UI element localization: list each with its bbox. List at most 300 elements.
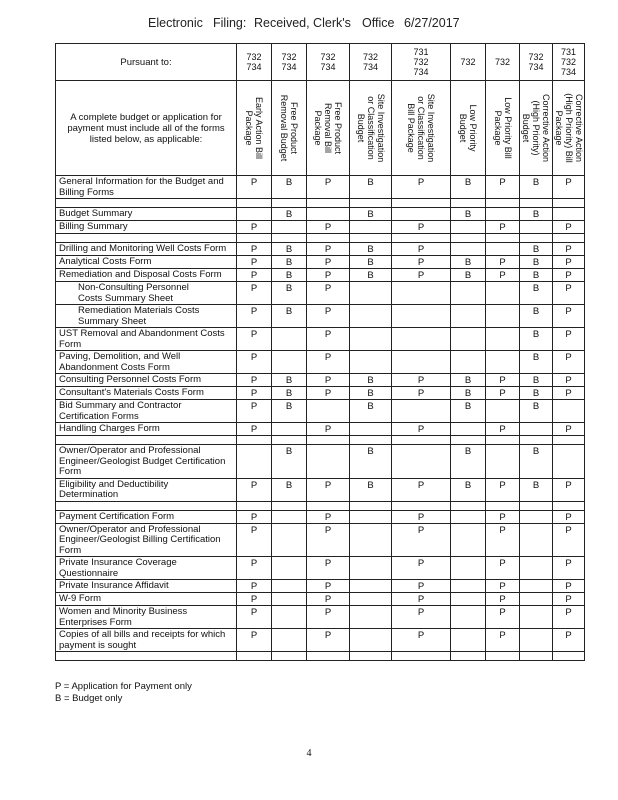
requirement-mark (272, 523, 307, 557)
spacer-cell (553, 652, 585, 661)
intro-text: A complete budget or application for payment must include all of the forms listed below, as applicable: (56, 81, 237, 176)
form-name-line: Questionnaire (59, 567, 119, 579)
requirement-mark (486, 351, 520, 374)
requirement-mark (451, 523, 486, 557)
requirement-mark: B (272, 400, 307, 423)
requirement-mark: P (486, 629, 520, 652)
requirement-mark: B (451, 387, 486, 400)
column-header-text (406, 84, 436, 172)
form-name-cell (56, 208, 237, 221)
statute-number: 734 (528, 62, 544, 72)
requirement-mark: B (272, 305, 307, 328)
requirement-mark (451, 423, 486, 436)
requirement-mark (520, 523, 553, 557)
statute-number: 732 (528, 52, 544, 62)
requirement-mark (392, 282, 451, 305)
requirement-mark: P (237, 256, 272, 269)
requirement-mark: P (553, 269, 585, 282)
requirement-mark: B (272, 176, 307, 199)
table-row (56, 523, 585, 557)
requirement-mark: P (486, 593, 520, 606)
form-name-cell (56, 328, 237, 351)
column-header (307, 81, 350, 176)
requirement-mark: P (237, 423, 272, 436)
column-header-line: Site Investigation (375, 93, 386, 163)
statute-number: 732 (246, 52, 262, 62)
requirement-mark (272, 593, 307, 606)
form-name-line: Form (59, 544, 82, 556)
requirement-mark: P (237, 557, 272, 580)
requirement-mark (350, 629, 392, 652)
form-name-line: Budget Summary (59, 208, 133, 219)
column-header-line: Package (244, 110, 254, 146)
spacer-cell (392, 234, 451, 243)
requirement-mark (451, 351, 486, 374)
stamp-date: 6/27/2017 (404, 16, 460, 30)
requirement-mark: P (486, 478, 520, 501)
requirement-mark (553, 445, 585, 479)
statute-number: 731 (560, 47, 577, 57)
spacer-cell (553, 199, 585, 208)
page-number: 4 (306, 748, 312, 759)
requirement-mark: P (237, 593, 272, 606)
spacer-row (56, 234, 585, 243)
requirement-mark: B (520, 305, 553, 328)
requirement-mark (350, 221, 392, 234)
statute-number: 734 (413, 67, 429, 77)
requirement-mark: P (486, 423, 520, 436)
form-name-cell (56, 445, 237, 479)
table-row (56, 400, 585, 423)
requirement-mark (520, 510, 553, 523)
requirement-mark (350, 606, 392, 629)
column-header-line: Free Product (289, 101, 299, 155)
column-header (520, 81, 553, 176)
form-name-cell (56, 221, 237, 234)
column-header-line: Bill Package (406, 103, 416, 153)
requirement-mark: P (553, 510, 585, 523)
table-row (56, 510, 585, 523)
statute-number: 732 (362, 52, 379, 62)
requirement-mark: B (272, 269, 307, 282)
spacer-cell (520, 501, 553, 510)
column-header-line: Package (492, 110, 503, 146)
requirement-mark (350, 328, 392, 351)
table-row (56, 593, 585, 606)
table-row (56, 256, 585, 269)
requirement-mark: P (553, 557, 585, 580)
requirement-mark (272, 510, 307, 523)
spacer-cell (272, 234, 307, 243)
form-name-line: Payment Certification Form (59, 510, 175, 522)
legend (55, 681, 192, 704)
statute-number: 732 (413, 57, 429, 67)
form-name-cell (56, 351, 237, 374)
requirement-mark (486, 328, 520, 351)
spacer-cell (307, 199, 350, 208)
table-row (56, 374, 585, 387)
requirement-mark: P (553, 351, 585, 374)
column-header-line: Removal Budget (279, 94, 289, 162)
form-name-line: Billing Forms (59, 186, 114, 198)
spacer-cell (553, 501, 585, 510)
requirement-mark: P (486, 256, 520, 269)
requirement-mark (451, 305, 486, 328)
requirement-mark (350, 523, 392, 557)
requirement-mark (553, 400, 585, 423)
form-name-line: Eligibility and Deductibility (59, 478, 169, 490)
form-name-line: Copies of all bills and receipts for which (59, 629, 226, 640)
requirement-mark: P (307, 387, 350, 400)
table-row (56, 221, 585, 234)
stamp-filing: Filing: (213, 16, 247, 30)
spacer-cell (392, 652, 451, 661)
spacer-cell (237, 199, 272, 208)
requirement-mark: B (272, 256, 307, 269)
requirement-mark: P (486, 580, 520, 593)
requirement-mark (350, 423, 392, 436)
requirement-mark: P (553, 423, 585, 436)
statute-number: 734 (246, 62, 262, 72)
requirement-mark (486, 243, 520, 256)
requirement-mark: P (553, 593, 585, 606)
requirement-mark: P (392, 478, 451, 501)
requirement-mark (520, 593, 553, 606)
requirement-mark: B (350, 400, 392, 423)
requirement-mark (272, 629, 307, 652)
requirement-mark: P (237, 243, 272, 256)
column-header-line: Site Investigation (426, 93, 436, 163)
form-name-line: Form (59, 466, 82, 477)
spacer-cell (451, 652, 486, 661)
spacer-cell (553, 234, 585, 243)
requirement-mark: B (520, 374, 553, 387)
spacer-cell (56, 501, 237, 510)
form-name-line: payment is sought (59, 639, 137, 651)
column-header-text (356, 84, 386, 172)
spacer-cell (392, 199, 451, 208)
requirement-mark: P (553, 374, 585, 387)
requirement-mark: P (307, 580, 350, 593)
spacer-row (56, 652, 585, 661)
spacer-cell (56, 436, 237, 445)
table-row (56, 176, 585, 199)
table-row (56, 282, 585, 305)
requirement-mark: P (553, 305, 585, 328)
requirement-mark: P (237, 400, 272, 423)
form-name-cell (56, 282, 237, 305)
requirement-mark (272, 580, 307, 593)
form-name-line: Paving, Demolition, and Well (59, 351, 181, 362)
column-header-line: (High Priority) Bill (563, 93, 574, 163)
spacer-cell (237, 234, 272, 243)
statute-cell (486, 44, 520, 81)
form-name-cell (56, 606, 237, 629)
table-row (56, 478, 585, 501)
requirement-mark: P (486, 387, 520, 400)
requirement-mark: P (553, 176, 585, 199)
requirement-mark (272, 328, 307, 351)
form-name-line: Engineer/Geologist Billing Certification (59, 534, 221, 545)
requirement-mark: B (520, 400, 553, 423)
requirement-mark: P (553, 606, 585, 629)
table-row (56, 269, 585, 282)
requirement-mark (451, 606, 486, 629)
requirement-mark: P (237, 387, 272, 400)
requirement-mark: B (272, 374, 307, 387)
requirement-mark: P (553, 256, 585, 269)
statute-cell (553, 44, 585, 81)
requirement-mark (520, 221, 553, 234)
requirement-mark (451, 221, 486, 234)
form-name-line: Determination (59, 489, 119, 500)
requirement-mark: P (307, 328, 350, 351)
spacer-cell (272, 652, 307, 661)
requirement-mark: P (307, 305, 350, 328)
spacer-row (56, 501, 585, 510)
table-row (56, 557, 585, 580)
requirement-mark: B (451, 400, 486, 423)
requirement-mark: P (553, 580, 585, 593)
table-row (56, 387, 585, 400)
requirement-mark (392, 208, 451, 221)
requirement-mark (392, 445, 451, 479)
column-header-line: Budget (458, 113, 468, 143)
requirement-mark: B (520, 269, 553, 282)
column-header-line: Free Product (333, 101, 343, 155)
statute-number: 731 (413, 47, 429, 57)
requirement-mark: P (553, 523, 585, 557)
requirement-mark: P (392, 580, 451, 593)
stamp-electronic: Electronic (148, 16, 203, 30)
form-name-cell (56, 269, 237, 282)
form-name-cell (56, 478, 237, 501)
requirement-mark: B (350, 256, 392, 269)
column-header-line: (High Priority) (531, 100, 541, 156)
column-header-text (313, 84, 343, 172)
spacer-cell (272, 199, 307, 208)
form-name-line: Owner/Operator and Professional (59, 445, 201, 456)
spacer-cell (237, 652, 272, 661)
requirement-mark (350, 510, 392, 523)
spacer-cell (520, 234, 553, 243)
spacer-cell (486, 436, 520, 445)
statute-cell (350, 44, 392, 81)
form-name-cell (56, 510, 237, 523)
column-header-text (244, 84, 264, 172)
requirement-mark: P (307, 593, 350, 606)
requirement-mark (272, 606, 307, 629)
spacer-cell (486, 234, 520, 243)
spacer-cell (272, 501, 307, 510)
statute-cell (451, 44, 486, 81)
requirement-mark: P (237, 478, 272, 501)
requirement-mark: P (486, 176, 520, 199)
requirement-mark (350, 305, 392, 328)
requirement-mark: P (553, 243, 585, 256)
requirement-mark (486, 400, 520, 423)
statute-number: 734 (362, 62, 379, 72)
requirement-mark: P (237, 269, 272, 282)
requirement-mark (451, 282, 486, 305)
legend-payment: P = Application for Payment only (55, 681, 192, 692)
requirement-mark (272, 351, 307, 374)
requirement-mark: P (392, 593, 451, 606)
column-header-text (554, 84, 584, 172)
statute-number: 732 (494, 57, 511, 67)
requirement-mark (486, 282, 520, 305)
spacer-cell (307, 501, 350, 510)
requirement-mark: B (350, 208, 392, 221)
legend-budget: B = Budget only (55, 692, 123, 704)
form-name-line: Certification Forms (59, 410, 139, 422)
spacer-row (56, 199, 585, 208)
requirement-mark: B (350, 387, 392, 400)
requirement-mark: B (451, 374, 486, 387)
requirement-mark: P (392, 510, 451, 523)
form-name-cell (56, 629, 237, 652)
requirement-mark (392, 400, 451, 423)
spacer-cell (350, 199, 392, 208)
form-name-cell (56, 557, 237, 580)
spacer-cell (56, 234, 237, 243)
table-row (56, 423, 585, 436)
requirement-mark: P (392, 523, 451, 557)
requirement-mark: B (451, 256, 486, 269)
form-name-cell (56, 580, 237, 593)
requirement-mark: B (451, 176, 486, 199)
table-row (56, 305, 585, 328)
column-header-line: or Classification (365, 96, 376, 160)
form-name-cell (56, 387, 237, 400)
requirement-mark: P (237, 351, 272, 374)
requirement-mark (237, 208, 272, 221)
form-name-line: Analytical Costs Form (59, 256, 152, 267)
column-header-line: Package (313, 110, 323, 146)
column-header-line: or Classification (416, 96, 426, 160)
requirement-mark (486, 208, 520, 221)
requirement-mark: B (350, 243, 392, 256)
form-name-cell (56, 523, 237, 557)
table-row (56, 580, 585, 593)
table-row (56, 328, 585, 351)
column-header-line: Low Priority (468, 104, 478, 152)
form-name-cell (56, 423, 237, 436)
form-name-cell (56, 176, 237, 199)
requirement-mark: P (307, 221, 350, 234)
requirement-mark: P (237, 305, 272, 328)
table-row (56, 629, 585, 652)
spacer-cell (451, 234, 486, 243)
column-header-text (458, 84, 478, 172)
statute-number: 734 (320, 62, 336, 72)
requirement-mark: B (350, 478, 392, 501)
spacer-cell (392, 436, 451, 445)
requirement-mark: P (307, 557, 350, 580)
requirement-mark: P (237, 221, 272, 234)
requirement-mark: P (392, 176, 451, 199)
form-name-line: Consultant's Materials Costs Form (59, 387, 204, 398)
requirement-mark: P (392, 557, 451, 580)
spacer-cell (237, 501, 272, 510)
requirement-mark: P (392, 629, 451, 652)
requirement-mark (451, 629, 486, 652)
column-header (272, 81, 307, 176)
requirement-mark (350, 557, 392, 580)
requirement-mark: P (553, 282, 585, 305)
requirement-mark: P (307, 269, 350, 282)
requirement-mark: P (486, 557, 520, 580)
requirement-mark (272, 423, 307, 436)
requirement-mark: P (486, 510, 520, 523)
requirement-mark: P (553, 629, 585, 652)
spacer-cell (486, 199, 520, 208)
requirement-mark: P (392, 221, 451, 234)
stamp-received: Received, Clerk's (254, 16, 351, 30)
form-name-cell (56, 256, 237, 269)
requirement-mark: P (392, 256, 451, 269)
spacer-cell (520, 652, 553, 661)
requirement-mark (350, 351, 392, 374)
spacer-cell (272, 436, 307, 445)
requirement-mark: B (350, 176, 392, 199)
forms-matrix-table (55, 43, 585, 661)
spacer-cell (392, 501, 451, 510)
form-name-line: UST Removal and Abandonment Costs (59, 328, 225, 339)
requirement-mark (451, 593, 486, 606)
requirement-mark (451, 510, 486, 523)
requirement-mark: P (237, 606, 272, 629)
spacer-cell (553, 436, 585, 445)
filing-stamp-header (0, 16, 618, 36)
requirement-mark: B (272, 243, 307, 256)
requirement-mark: P (237, 580, 272, 593)
requirement-mark (350, 580, 392, 593)
requirement-mark: B (520, 351, 553, 374)
spacer-cell (520, 436, 553, 445)
column-header-line: Corrective Action (541, 93, 551, 163)
requirement-mark: P (486, 606, 520, 629)
spacer-cell (451, 199, 486, 208)
spacer-cell (307, 234, 350, 243)
form-name-line: Enterprises Form (59, 616, 132, 628)
requirement-mark (553, 208, 585, 221)
form-name-line: Private Insurance Affidavit (59, 580, 169, 591)
requirement-mark: P (553, 221, 585, 234)
requirement-mark (272, 221, 307, 234)
spacer-row (56, 436, 585, 445)
requirement-mark: P (307, 523, 350, 557)
spacer-cell (307, 436, 350, 445)
spacer-cell (350, 652, 392, 661)
requirement-mark (392, 305, 451, 328)
requirement-mark: B (350, 445, 392, 479)
column-header (451, 81, 486, 176)
requirement-mark (520, 423, 553, 436)
requirement-mark: B (350, 269, 392, 282)
column-header-line: Removal Bill (323, 102, 333, 153)
statute-number: 732 (560, 57, 577, 67)
requirement-mark: P (307, 243, 350, 256)
requirement-mark: P (307, 423, 350, 436)
form-name-line: W-9 Form (59, 593, 102, 604)
requirement-mark (237, 445, 272, 479)
requirement-mark: P (307, 478, 350, 501)
spacer-cell (56, 652, 237, 661)
requirement-mark (520, 580, 553, 593)
requirement-mark: P (307, 629, 350, 652)
form-name-line: Women and Minority Business (59, 606, 188, 617)
